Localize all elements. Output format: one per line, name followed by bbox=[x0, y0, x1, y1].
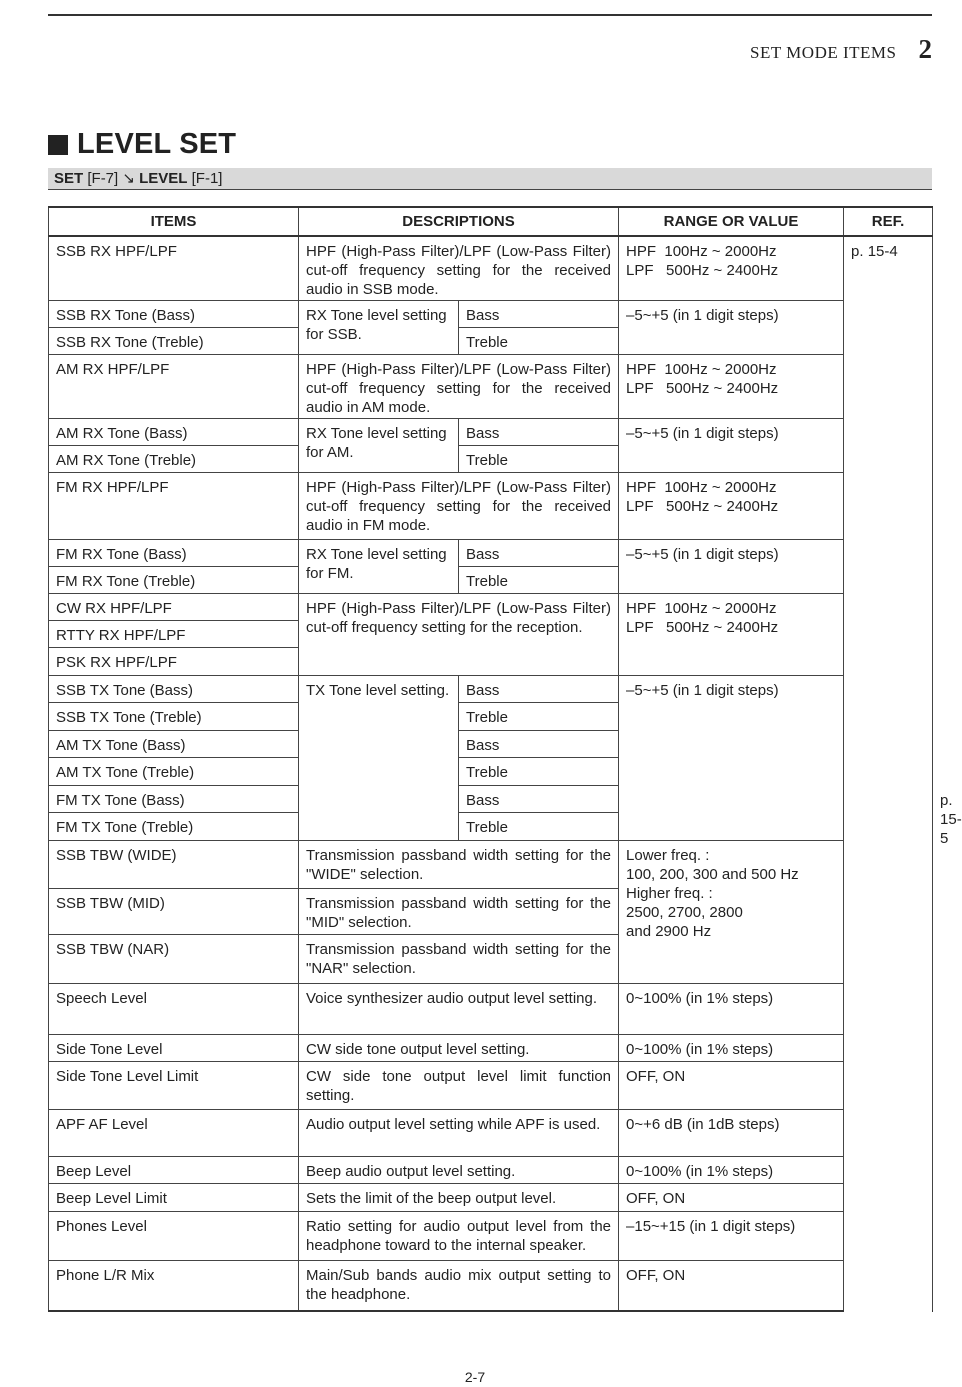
description-cell: RX Tone level setting for AM. bbox=[299, 419, 459, 473]
table-row bbox=[49, 1062, 933, 1110]
range-cell: HPF 100Hz ~ 2000Hz LPF 500Hz ~ 2400Hz bbox=[619, 236, 844, 301]
item-cell: Side Tone Level Limit bbox=[49, 1062, 299, 1110]
page-number: 2-7 bbox=[464, 1369, 486, 1385]
table-row bbox=[49, 1184, 933, 1212]
table-row bbox=[49, 1261, 933, 1311]
table-row bbox=[49, 676, 933, 703]
range-cell: 0~100% (in 1% steps) bbox=[619, 984, 844, 1035]
description-cell: Transmission passband width setting for the "MID" selection. bbox=[299, 889, 619, 935]
table-row bbox=[49, 1110, 933, 1157]
item-cell: Speech Level bbox=[49, 984, 299, 1035]
description-cell: Voice synthesizer audio output level setting. bbox=[299, 984, 619, 1035]
breadcrumb bbox=[48, 168, 932, 190]
item-cell: AM RX HPF/LPF bbox=[49, 355, 299, 419]
table-row bbox=[49, 540, 933, 567]
table-row bbox=[49, 1035, 933, 1062]
range-cell: –5~+5 (in 1 digit steps) bbox=[619, 301, 844, 355]
arrow-icon: ↘ bbox=[122, 170, 135, 187]
tone-cell: Bass bbox=[459, 301, 619, 328]
tone-cell: Bass bbox=[459, 731, 619, 758]
range-cell: HPF 100Hz ~ 2000Hz LPF 500Hz ~ 2400Hz bbox=[619, 355, 844, 419]
description-cell: CW side tone output level limit function setting. bbox=[299, 1062, 619, 1110]
item-cell: FM RX Tone (Bass) bbox=[49, 540, 299, 567]
tone-cell: Treble bbox=[459, 703, 619, 731]
item-cell: RTTY RX HPF/LPF bbox=[49, 621, 299, 648]
item-cell: APF AF Level bbox=[49, 1110, 299, 1157]
item-cell: SSB RX HPF/LPF bbox=[49, 236, 299, 301]
level-set-table bbox=[48, 206, 962, 1312]
header-range: RANGE OR VALUE bbox=[619, 207, 844, 236]
tone-cell: Treble bbox=[459, 328, 619, 355]
page-header bbox=[750, 34, 932, 65]
description-cell: Transmission passband width setting for the "NAR" selection. bbox=[299, 935, 619, 984]
table-row bbox=[49, 355, 933, 419]
range-cell: HPF 100Hz ~ 2000Hz LPF 500Hz ~ 2400Hz bbox=[619, 473, 844, 540]
table-row bbox=[49, 301, 933, 328]
range-cell: 0~100% (in 1% steps) bbox=[619, 1157, 844, 1184]
description-cell: Beep audio output level setting. bbox=[299, 1157, 619, 1184]
header-descriptions: DESCRIPTIONS bbox=[299, 207, 619, 236]
item-cell: FM RX Tone (Treble) bbox=[49, 567, 299, 594]
top-rule bbox=[48, 14, 932, 16]
range-cell: –5~+5 (in 1 digit steps) bbox=[619, 676, 844, 841]
description-cell: RX Tone level setting for SSB. bbox=[299, 301, 459, 355]
section-title: LEVEL SET bbox=[77, 128, 237, 160]
item-cell: AM RX Tone (Treble) bbox=[49, 446, 299, 473]
range-cell: –5~+5 (in 1 digit steps) bbox=[619, 540, 844, 594]
item-cell: AM RX Tone (Bass) bbox=[49, 419, 299, 446]
tone-cell: Treble bbox=[459, 813, 619, 841]
description-cell: Ratio setting for audio output level from the headphone toward to the internal speaker. bbox=[299, 1212, 619, 1261]
item-cell: Beep Level bbox=[49, 1157, 299, 1184]
item-cell: Phones Level bbox=[49, 1212, 299, 1261]
item-cell: SSB TBW (NAR) bbox=[49, 935, 299, 984]
description-cell: CW side tone output level setting. bbox=[299, 1035, 619, 1062]
tone-cell: Bass bbox=[459, 786, 619, 813]
table-row bbox=[49, 841, 933, 889]
tone-cell: Treble bbox=[459, 567, 619, 594]
header-items: ITEMS bbox=[49, 207, 299, 236]
description-cell: Audio output level setting while APF is used. bbox=[299, 1110, 619, 1157]
table-row bbox=[49, 419, 933, 446]
range-cell: Lower freq. : 100, 200, 300 and 500 Hz Higher freq. : 2500, 2700, 2800 and 2900 Hz bbox=[619, 841, 844, 984]
range-cell: HPF 100Hz ~ 2000Hz LPF 500Hz ~ 2400Hz bbox=[619, 594, 844, 676]
range-cell: OFF, ON bbox=[619, 1062, 844, 1110]
item-cell: Side Tone Level bbox=[49, 1035, 299, 1062]
item-cell: AM TX Tone (Bass) bbox=[49, 731, 299, 758]
item-cell: PSK RX HPF/LPF bbox=[49, 648, 299, 676]
range-cell: 0~+6 dB (in 1dB steps) bbox=[619, 1110, 844, 1157]
tone-cell: Bass bbox=[459, 540, 619, 567]
ref-cell: p. 15-4 bbox=[844, 236, 933, 813]
table-row bbox=[49, 1157, 933, 1184]
description-cell: TX Tone level setting. bbox=[299, 676, 459, 841]
table-row: FM TX Tone (Bass) Bass p. 15-5 bbox=[49, 786, 933, 813]
tone-cell: Bass bbox=[459, 676, 619, 703]
range-cell: OFF, ON bbox=[619, 1184, 844, 1212]
tone-cell: Treble bbox=[459, 446, 619, 473]
description-cell: HPF (High-Pass Filter)/LPF (Low-Pass Filter) cut-off frequency setting for the received audio in FM mode. bbox=[299, 473, 619, 540]
description-cell: HPF (High-Pass Filter)/LPF (Low-Pass Filter) cut-off frequency setting for the received audio in SSB mode. bbox=[299, 236, 619, 301]
item-cell: FM TX Tone (Treble) bbox=[49, 813, 299, 841]
section-heading bbox=[48, 128, 236, 161]
tone-cell: Bass bbox=[459, 419, 619, 446]
table-row bbox=[49, 236, 933, 301]
breadcrumb-level-key: [F-1] bbox=[191, 170, 223, 187]
table-row bbox=[49, 1212, 933, 1261]
table-header-row bbox=[49, 207, 933, 236]
description-cell: Transmission passband width setting for the "WIDE" selection. bbox=[299, 841, 619, 889]
range-cell: OFF, ON bbox=[619, 1261, 844, 1311]
chapter-number: 2 bbox=[918, 34, 932, 64]
item-cell: SSB RX Tone (Treble) bbox=[49, 328, 299, 355]
item-cell: CW RX HPF/LPF bbox=[49, 594, 299, 621]
item-cell: SSB TBW (MID) bbox=[49, 889, 299, 935]
header-title: SET MODE ITEMS bbox=[750, 43, 897, 62]
item-cell: SSB TX Tone (Treble) bbox=[49, 703, 299, 731]
description-cell: HPF (High-Pass Filter)/LPF (Low-Pass Filter) cut-off frequency setting for the reception. bbox=[299, 594, 619, 676]
breadcrumb-level: LEVEL bbox=[139, 170, 188, 187]
description-cell: HPF (High-Pass Filter)/LPF (Low-Pass Filter) cut-off frequency setting for the received audio in AM mode. bbox=[299, 355, 619, 419]
breadcrumb-set: SET bbox=[54, 170, 84, 187]
range-cell: –5~+5 (in 1 digit steps) bbox=[619, 419, 844, 473]
table-row bbox=[49, 594, 933, 621]
range-cell: 0~100% (in 1% steps) bbox=[619, 1035, 844, 1062]
table-row bbox=[49, 984, 933, 1035]
table-row bbox=[49, 473, 933, 540]
description-cell: Main/Sub bands audio mix output setting to the headphone. bbox=[299, 1261, 619, 1311]
header-ref: REF. bbox=[844, 207, 933, 236]
item-cell: SSB TX Tone (Bass) bbox=[49, 676, 299, 703]
item-cell: SSB TBW (WIDE) bbox=[49, 841, 299, 889]
breadcrumb-set-key: [F-7] bbox=[87, 170, 119, 187]
range-cell: –15~+15 (in 1 digit steps) bbox=[619, 1212, 844, 1261]
item-cell: Beep Level Limit bbox=[49, 1184, 299, 1212]
item-cell: SSB RX Tone (Bass) bbox=[49, 301, 299, 328]
item-cell: FM RX HPF/LPF bbox=[49, 473, 299, 540]
description-cell: RX Tone level setting for FM. bbox=[299, 540, 459, 594]
square-bullet-icon bbox=[48, 135, 68, 155]
item-cell: Phone L/R Mix bbox=[49, 1261, 299, 1311]
tone-cell: Treble bbox=[459, 758, 619, 786]
item-cell: FM TX Tone (Bass) bbox=[49, 786, 299, 813]
item-cell: AM TX Tone (Treble) bbox=[49, 758, 299, 786]
description-cell: Sets the limit of the beep output level. bbox=[299, 1184, 619, 1212]
